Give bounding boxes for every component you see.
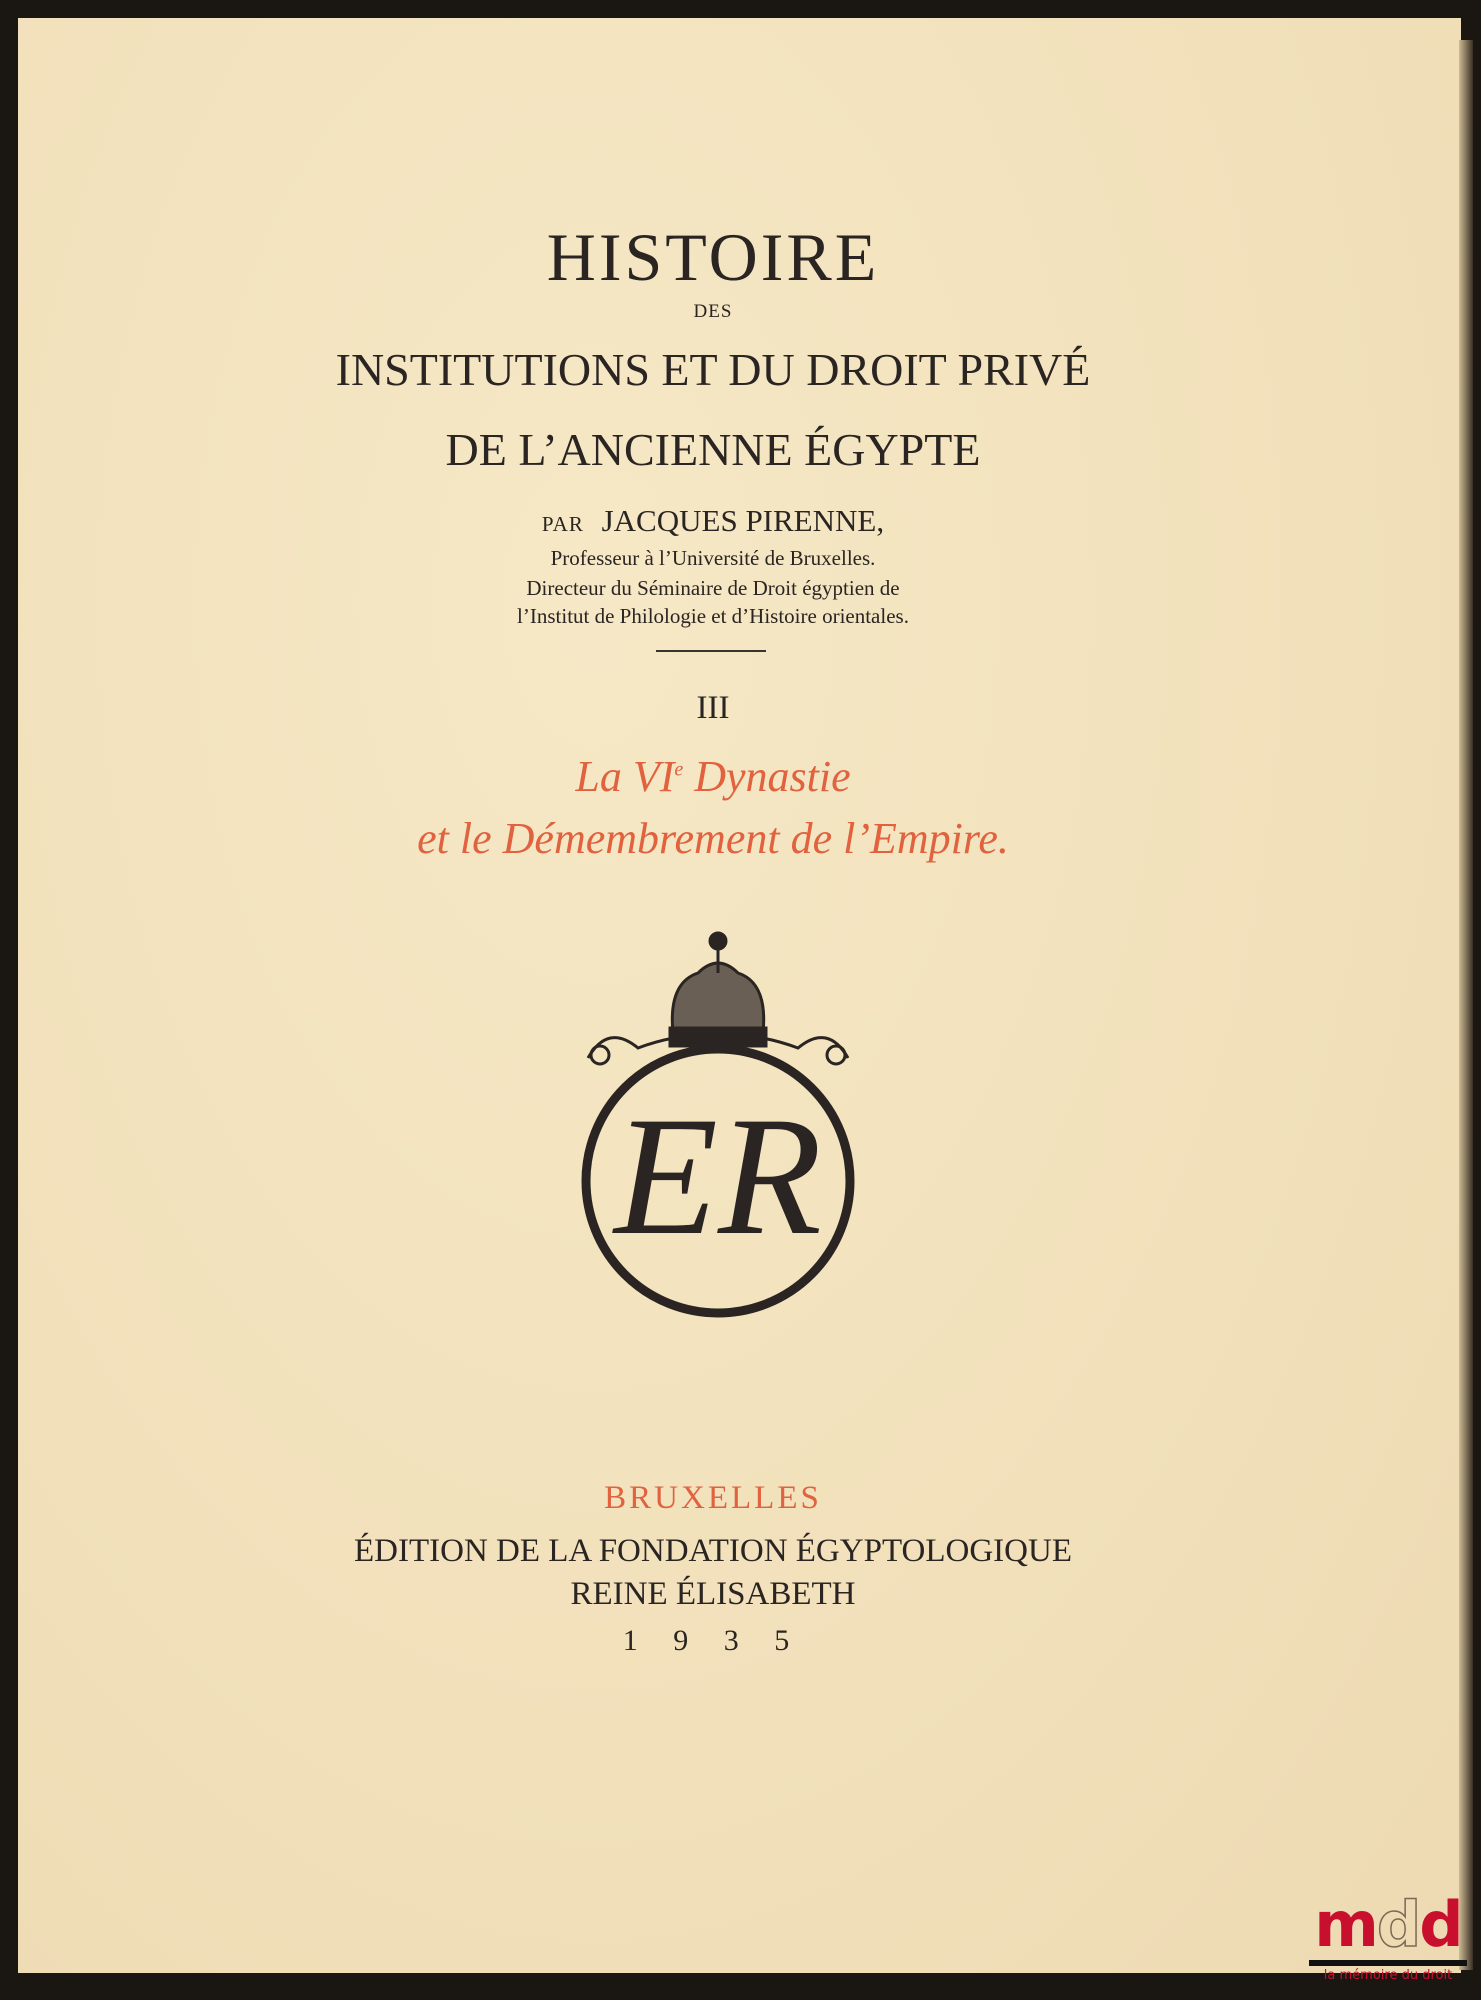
logo-m: m xyxy=(1314,1888,1377,1961)
affiliation-2: Directeur du Séminaire de Droit égyptien de xyxy=(526,576,900,600)
page-edge xyxy=(1459,40,1473,1970)
author-name: JACQUES PIRENNE, xyxy=(601,503,885,538)
author-par: PAR xyxy=(541,512,584,536)
volume-title-pre: La VI xyxy=(575,752,675,801)
affiliation-3: l’Institut de Philologie et d’Histoire orientales. xyxy=(517,604,909,628)
volume-title-line-1 xyxy=(18,751,1408,802)
affiliation-1: Professeur à l’Université de Bruxelles. xyxy=(550,546,876,570)
volume-title-sup: e xyxy=(674,758,684,781)
volume-number: III xyxy=(696,690,730,726)
publisher-line-1: ÉDITION DE LA FONDATION ÉGYPTOLOGIQUE xyxy=(354,1533,1072,1569)
title: HISTOIRE xyxy=(546,219,880,295)
royal-monogram-emblem xyxy=(578,923,858,1323)
subtitle-line-1: INSTITUTIONS ET DU DROIT PRIVÉ xyxy=(335,344,1091,395)
publication-year: 1 9 3 5 xyxy=(622,1624,804,1657)
volume-title-line-2: et le Démembrement de l’Empire. xyxy=(417,814,1009,863)
volume-title-post: Dynastie xyxy=(683,752,851,801)
mdd-watermark-logo xyxy=(1303,1888,1473,1994)
logo-tagline: la mémoire du droit xyxy=(1323,1968,1453,1983)
subtitle-line-2: DE L’ANCIENNE ÉGYPTE xyxy=(445,424,981,475)
logo-d: d xyxy=(1419,1888,1462,1961)
book-cover xyxy=(18,18,1461,1973)
logo-mark xyxy=(1303,1888,1473,1961)
monogram-letters: ER xyxy=(614,1082,822,1270)
title-des: DES xyxy=(693,301,733,322)
publisher-line-2: REINE ÉLISABETH xyxy=(570,1576,856,1612)
author-line xyxy=(18,503,1408,539)
crown-icon xyxy=(588,933,848,1064)
publisher-city: BRUXELLES xyxy=(604,1480,822,1516)
logo-d-outline: d xyxy=(1376,1888,1420,1961)
divider-rule xyxy=(656,650,766,652)
